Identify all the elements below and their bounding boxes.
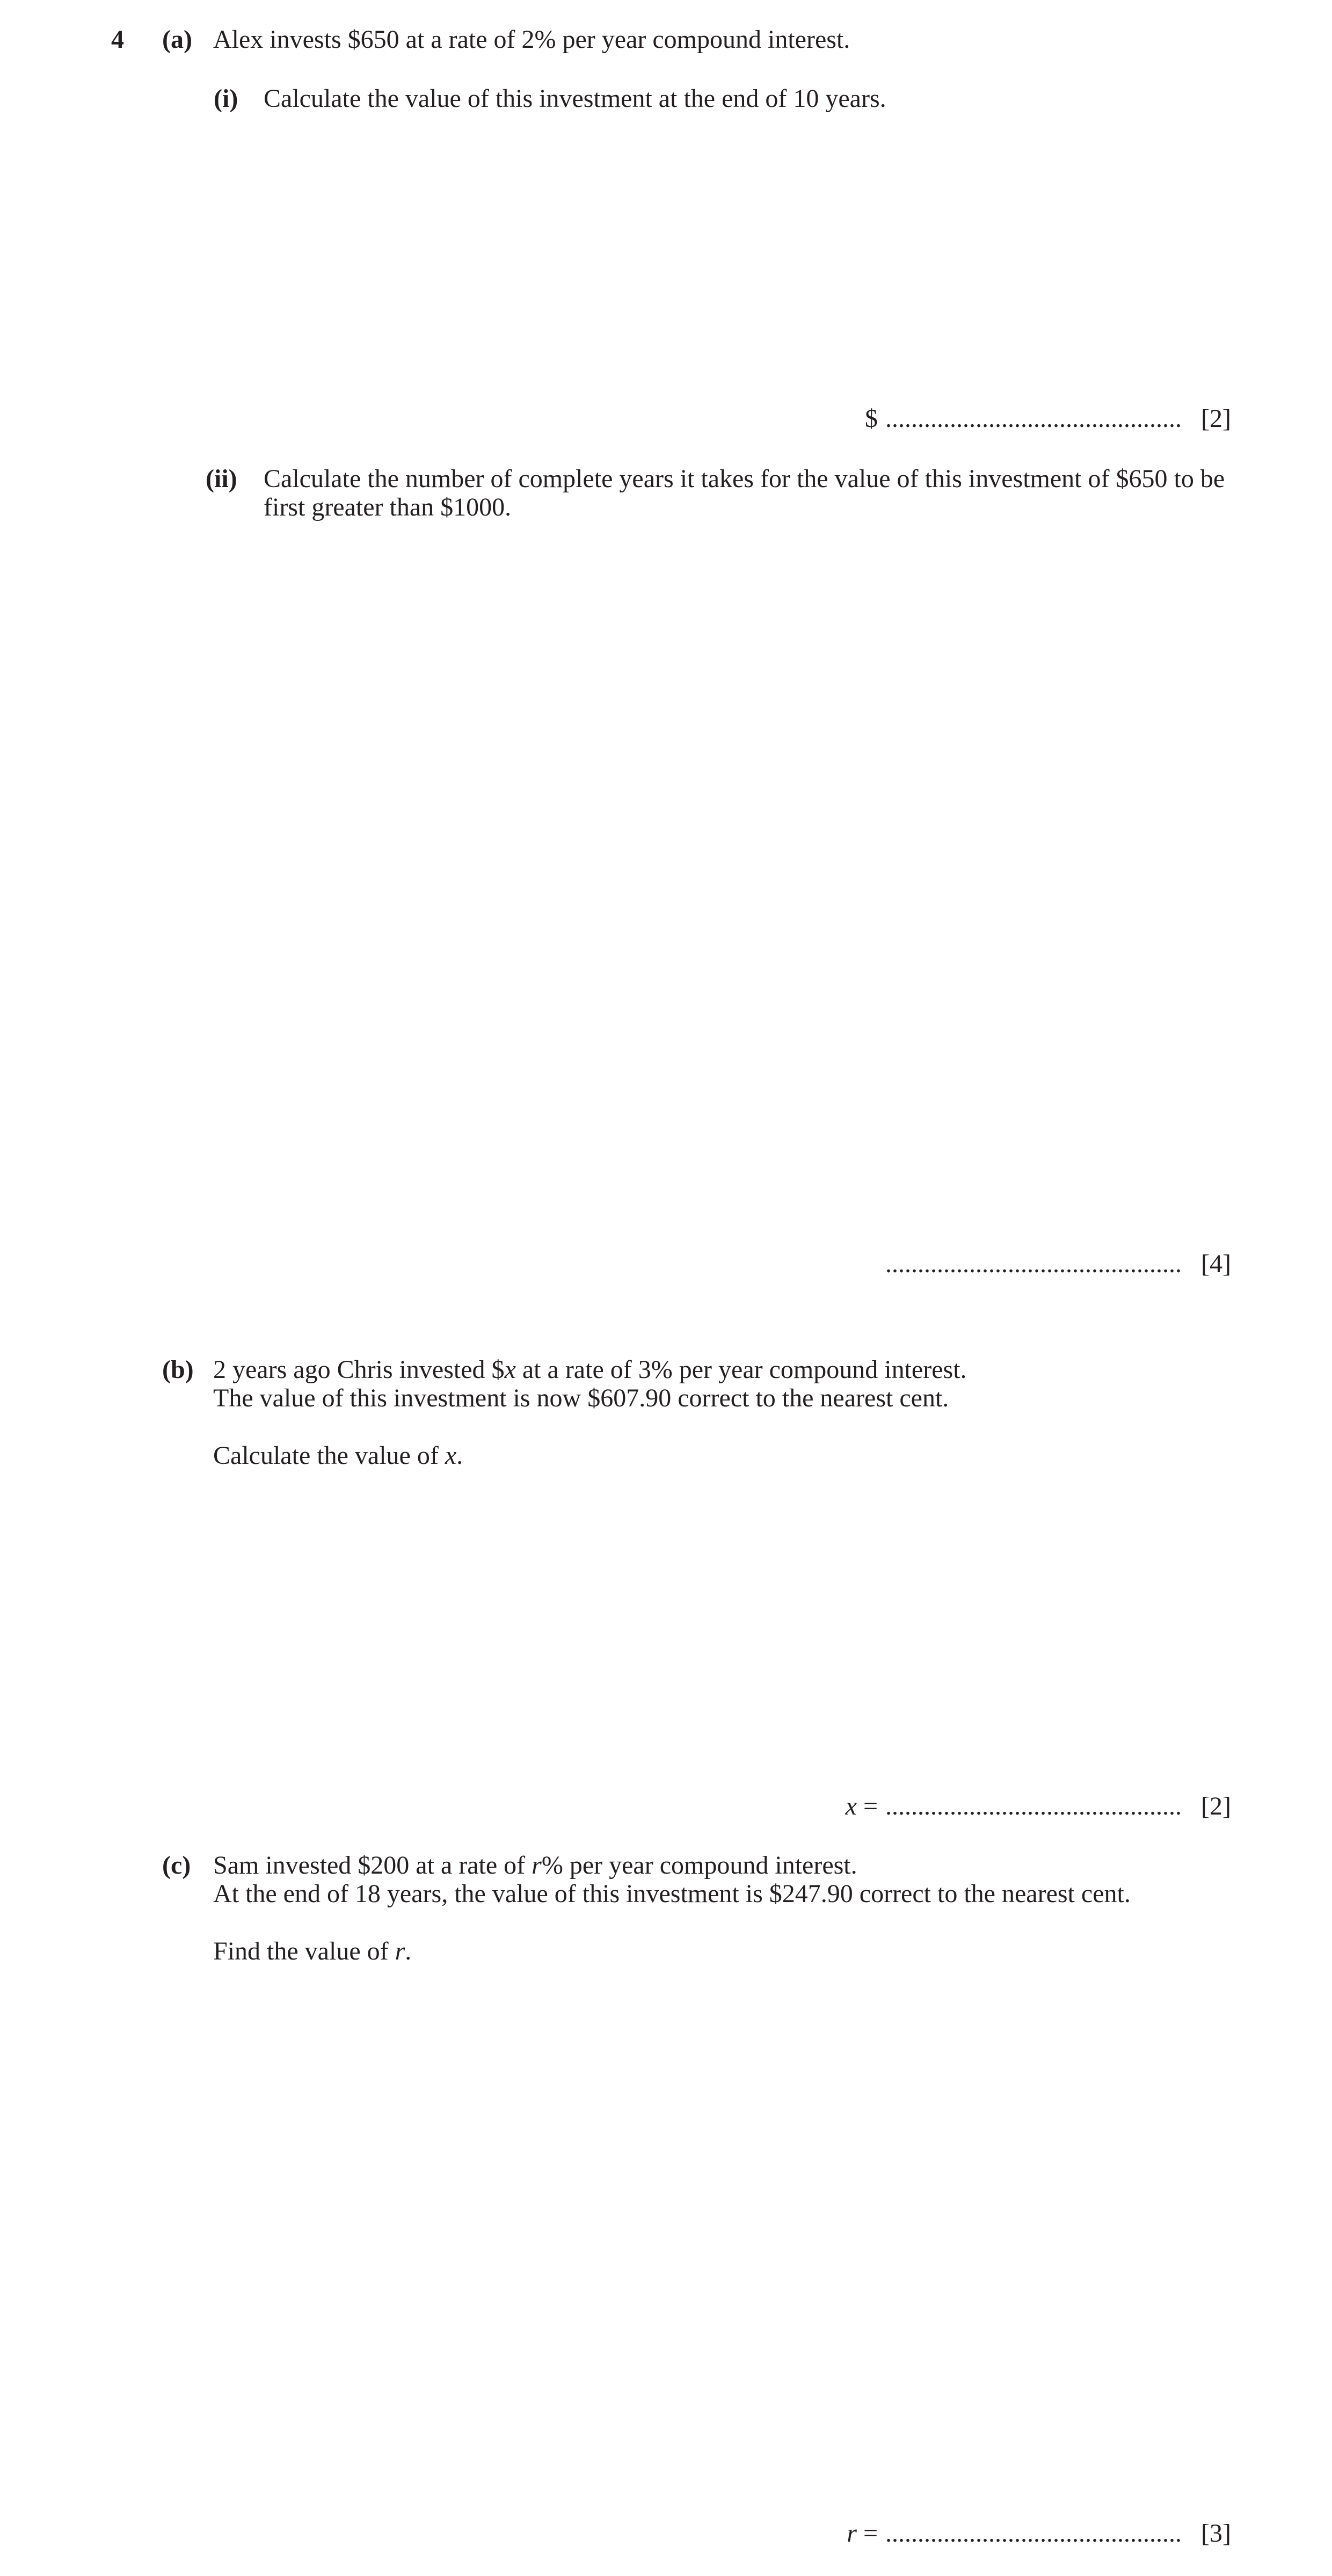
part-b-line1: 2 years ago Chris invested $x at a rate of 3% per year compound interest. bbox=[213, 1355, 967, 1384]
part-a-label: (a) bbox=[162, 25, 192, 54]
part-a-ii-text-line1: Calculate the number of complete years it takes for the value of this investment of $650 to be bbox=[264, 465, 1225, 493]
part-b-label: (b) bbox=[162, 1355, 194, 1384]
answer-line-a-ii[interactable] bbox=[885, 1249, 1231, 1279]
part-a-ii-text-line2: first greater than $1000. bbox=[264, 493, 512, 521]
part-c-line2: At the end of 18 years, the value of this investment is $247.90 correct to the nearest cent. bbox=[213, 1880, 1131, 1908]
answer-label: x = bbox=[845, 1792, 878, 1820]
marks-a-i: [2] bbox=[1201, 404, 1231, 433]
part-a-stem: Alex invests $650 at a rate of 2% per year compound interest. bbox=[213, 25, 850, 54]
part-c-label: (c) bbox=[162, 1851, 191, 1880]
answer-label: r = bbox=[847, 2519, 878, 2548]
answer-dots[interactable]: .............................................. bbox=[885, 2519, 1182, 2548]
answer-dots[interactable]: .............................................. bbox=[885, 1792, 1182, 1820]
marks-b: [2] bbox=[1201, 1792, 1231, 1820]
answer-line-c[interactable] bbox=[847, 2519, 1231, 2549]
marks-a-ii: [4] bbox=[1201, 1250, 1231, 1278]
part-b-line2: The value of this investment is now $607.90 correct to the nearest cent. bbox=[213, 1384, 949, 1412]
part-a-i-label: (i) bbox=[214, 84, 238, 113]
answer-line-b[interactable] bbox=[846, 1791, 1231, 1822]
answer-dots[interactable]: .............................................. bbox=[885, 1250, 1182, 1278]
answer-line-a-i[interactable] bbox=[865, 404, 1231, 434]
part-a-ii-label: (ii) bbox=[206, 465, 237, 493]
part-b-instruction: Calculate the value of x. bbox=[213, 1441, 463, 1470]
answer-dots[interactable]: .............................................. bbox=[885, 404, 1182, 433]
part-c-instruction: Find the value of r. bbox=[213, 1937, 412, 1965]
marks-c: [3] bbox=[1201, 2519, 1231, 2548]
part-a-i-text: Calculate the value of this investment at the end of 10 years. bbox=[264, 84, 886, 113]
question-number: 4 bbox=[111, 25, 124, 54]
answer-prefix: $ bbox=[865, 404, 878, 433]
part-c-line1: Sam invested $200 at a rate of r% per year compound interest. bbox=[213, 1851, 857, 1880]
